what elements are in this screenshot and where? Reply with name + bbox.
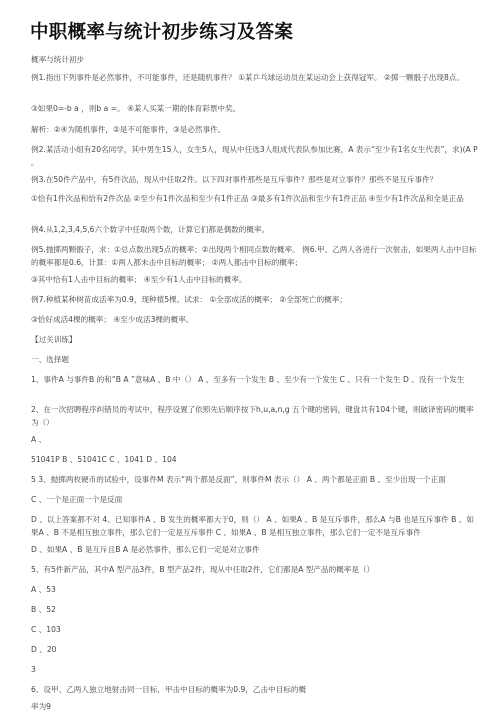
text-line: 率为9 (31, 702, 52, 711)
text-line: 例5.抛掷两颗骰子，求：①总点数出现5点的概率；②出现两个相同点数的概率。 例6.甲、乙两人各进行一次射击，如果两人击中目标的概率都是0.6，计算：①两人都未击中目标的概率； ②两人都击中目标的概率； (31, 245, 477, 267)
text-line: 例7.种植某种树苗成活率为0.9，现种植5棵。试求： ①全部成活的概率； ②全部死亡的概率； (31, 295, 347, 304)
document-title: 中职概率与统计初步练习及答案 (30, 22, 294, 43)
answer-option: D 、20 (31, 645, 57, 654)
text-line: 概率与统计初步 (31, 55, 85, 64)
text-line: ③如果0=-b a ，则b a =。 ④某人买某一期的体育彩票中奖。 (31, 104, 241, 113)
section-heading: 一、选择题 (31, 355, 69, 364)
answer-option: A 、53 (31, 585, 56, 594)
answer-option: D 、如果A 、B 是互斥且B A 是必然事件，那么它们一定是对立事件 (31, 545, 260, 554)
question-line: 2、在一次招聘程序纠错员的考试中，程序设置了依照先后顺序按下h,u,a,n,g 五个键的密码，键盘共有104个键，则破译密码的概率为（） (31, 405, 474, 427)
question-line: 1、事件A 与事件B 的和“B A ”意味A 、B 中（） A 、至多有一个发生 B 、至少有一个发生 C 、只有一个发生 D 、没有一个发生 (31, 375, 465, 384)
answer-option: B 、52 (31, 605, 56, 614)
question-line: 5 3、抛掷两枚硬币的试验中，设事件M 表示“两个都是反面”，则事件M 表示（） A 、两个都是正面 B 、至少出现一个正面 (31, 475, 446, 484)
text-line: ③恰好成活4棵的概率； ④至少成活3棵的概率。 (31, 315, 194, 324)
text-line: ③其中恰有1人击中目标的概率； ④至少有1人击中目标的概率。 (31, 275, 247, 284)
question-line: 5、有5件新产品，其中A 型产品3件，B 型产品2件，现从中任取2件，它们都是A 型产品的概率是（） (31, 565, 375, 574)
answer-option: C 、103 (31, 625, 61, 634)
text-line: 3 (31, 665, 36, 674)
text-line: 解析：②④为随机事件，②是不可能事件，③是必然事件。 (31, 125, 226, 134)
question-line: D 、以上答案都不对 4、已知事件A 、B 发生的概率都大于0，则（） A 、如果A 、B 是互斥事件，那么A 与B 也是互斥事件 B 、如果A 、B 不是相互独立事件，那么它们一定是互斥事件 C 、如果A 、B 是相互独立事件，那么它们一定不是互斥事件 (31, 515, 474, 537)
section-heading: 【过关训练】 (31, 335, 77, 344)
answer-option: 51041P B 、51041C C 、1041 D 、104 (31, 455, 177, 464)
text-line: 例1.指出下列事件是必然事件，不可能事件，还是随机事件？ ①某乒乓球运动员在某运动会上获得冠军。 ②掷一颗骰子出现8点。 (31, 73, 464, 82)
text-line: 例4.从1,2,3,4,5,6六个数字中任取两个数，计算它们都是偶数的概率。 (31, 225, 270, 234)
question-line: 6、设甲、乙两人独立地射击同一目标，甲击中目标的概率为0.9，乙击中目标的概 (31, 685, 307, 694)
text-line: ①恰有1件次品和恰有2件次品 ②至少有1件次品和至少有1件正品 ③最多有1件次品和至少有1件正品 ④至少有1件次品和全是正品 (31, 194, 464, 203)
text-line: 例3.在50件产品中，有5件次品，现从中任取2件。以下四对事件那些是互斥事件？那些是对立事件？那些不是互斥事件？ (31, 175, 438, 184)
text-line: 例2.某活动小组有20名同学，其中男生15人，女生5人，现从中任选3人组成代表队参加比赛，A 表示“至少有1名女生代表”，求)(A P 。 (31, 145, 478, 167)
answer-option: C 、一个是正面一个是反面 (31, 495, 123, 504)
answer-option: A 、 (31, 435, 47, 444)
